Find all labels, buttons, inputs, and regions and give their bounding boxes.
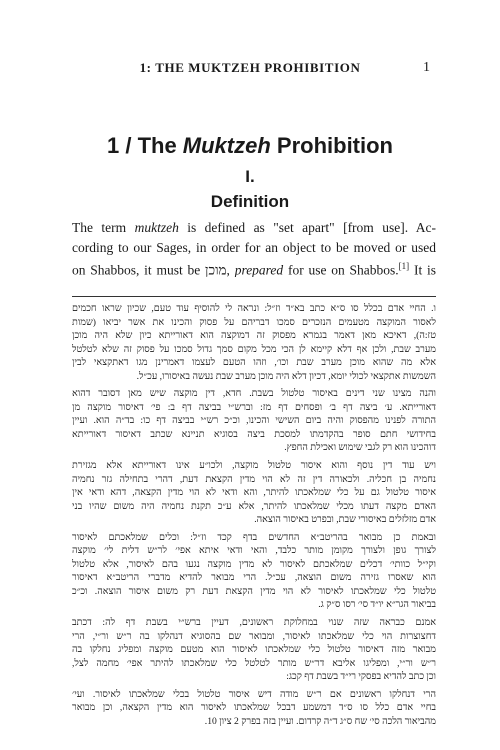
section-heading: Definition bbox=[210, 192, 290, 211]
footnote-line: וקי״ל כוותי׳ דכלים שמלאכתם לאיסור לא מדין מוקצה נגעו בהם לאיסור, אלא טלטול bbox=[72, 558, 436, 570]
footnote-line: דחצוצרות הוי כלי שמלאכתו לאיסור, ומבואר שם בהסוגיא דנהלקו בה ר״ש ור״י, הרי bbox=[72, 630, 436, 642]
footnote-line: אמנם כבראה שזה שנוי במחלוקת ראשונים, דעיין ברש״י בשבת דף לה: דכתב bbox=[72, 617, 436, 629]
footnote-line: בחידושי חתם סופר בהקדמתו למסכת ביצה בסוגיא תניינא שכתב דאיסור דאורייתא bbox=[72, 428, 436, 440]
footnote-marker[interactable]: [1] bbox=[398, 261, 410, 271]
footnote-line: אלא מה שהוא מוכן מערב שבת וכו׳, וזהו הטעם לעצמו דאמרינן מגו דאתקצאי לבין bbox=[72, 357, 436, 369]
footnote-line: טז:ה), דאיכא מאן דאמר בגמרא מפסוק זה דמוקצה הוא דאורייתא כיון שלא היה מוכן bbox=[72, 330, 436, 342]
body-text-run: on Shabbos, it must be מוכן, bbox=[72, 262, 235, 277]
body-text-run: It is bbox=[409, 262, 436, 277]
footnotes bbox=[72, 302, 436, 728]
body-italic-term: prepared bbox=[234, 262, 284, 277]
body-line bbox=[72, 257, 436, 277]
footnote-line: בחיי אדם כלל סו ס״ד דמשמע דבכל שמלאכתו לאיסור הוא מדין הקצאה, וכן מבואר bbox=[72, 702, 436, 714]
running-head bbox=[70, 60, 430, 76]
footnote-line: הרי דנחלקו ראשונים אם ר״ש מודה דיש איסור טלטול בכלי שמלאכתו לאיסור. ועי׳ bbox=[72, 688, 436, 700]
footnote-line: מהביאור הלכה סי׳ שח ס״ג ד״ה קרדום. ועיין בזה בפרק 2 ציון 10. bbox=[204, 715, 436, 727]
footnote-line: לצורך גופן ולצורך מקומן מותר כלבד, והאי ודאי איתא אפי׳ לר״ש דלית לי׳ מוקצה bbox=[72, 545, 436, 557]
footnote-line: וכן כתב להדיא בפסקי רי״ד בשבת דף קכג: bbox=[286, 671, 436, 683]
body-text bbox=[72, 218, 436, 277]
body-text-run: is defined as "set apart" [from use]. Ac- bbox=[178, 220, 436, 235]
body-line: cording to our Sages, in order for an object to be moved or used bbox=[72, 239, 436, 255]
footnote-line: אדם מזלזלים באיסורי שבת, ובפרט באיסור הוצאה. bbox=[254, 514, 436, 526]
footnote-rule bbox=[72, 296, 436, 297]
body-line bbox=[72, 218, 436, 238]
footnote-line: האדם מקצה דעתו מכלי שמלאכתו להיתר, אלא ע״כ תקנת נחמיה היה משום שהיו בני bbox=[72, 500, 436, 512]
page-number: 1 bbox=[423, 60, 430, 75]
section-number: I. bbox=[245, 167, 255, 186]
chapter-title-prefix: 1 / The bbox=[107, 133, 183, 158]
footnote-line: לאסור המוקצה מטעמים הנזכרים סמכו דבריהם על פסוק והכינו את אשר יביאו (שמות bbox=[72, 316, 436, 328]
footnote-line: התורה לפנינו מהפסוק והיה ביום השישי והכינו, וכ״כ רש״י בביצה דף כו: בד״ה הוא. ועיין bbox=[72, 415, 436, 427]
footnote-line: ו. החיי אדם בכלל סו ס״א כתב בא״ד וז״ל: ונראה לי להוסיף עוד טעם, שכיון שראו חכמים bbox=[72, 303, 436, 314]
chapter-title bbox=[40, 133, 460, 159]
running-title: 1: THE MUKTZEH PROHIBITION bbox=[139, 60, 361, 75]
footnote-line: דוהכינו הוא רק לגבי שימוש ואכילת החפץ. bbox=[284, 442, 436, 454]
footnote-line: הוא שאסרו גזירה משום הוצאה, עכ״ל. הרי מבואר להדיא מדברי הריטב״א דאיסור bbox=[72, 572, 436, 584]
footnote-line: ויש עוד דין נוסף והוא איסור טלטול מוקצה, ולכו״ע אינו דאורייתא אלא מגזירת bbox=[72, 460, 436, 472]
body-italic-term: muktzeh bbox=[134, 220, 179, 235]
footnote-line: ר״ש ור״י, ומפליגו אליבא דר״ש מותר לטלטל כלי שמלאכתו להיתר אפי׳ מחמה לצל, bbox=[72, 657, 436, 669]
footnote-line: איסור טלטול גם על כלי שמלאכתו להיתר, והא ודאי לא הוי מדין הקצאה, דהא ודאי אין bbox=[72, 487, 436, 499]
footnote-line: בביאור הגר״א יו״ד סי׳ רסו ס״ק ג. bbox=[318, 599, 436, 611]
footnote-line: נחמיה בן חכליה. ולכאורה דין זה לא הוי מדין הקצאת דעת, דהרי בתחילה גזר נחמיה bbox=[72, 473, 436, 485]
footnote-line: ובאמת כן מבואר בהריטב״א החדשים בדף קכד וז״ל: וכלים שמלאכתם לאיסור bbox=[72, 531, 436, 543]
footnote-line: מערב שבת, ולכן אף דלא קיימא לן הכי מכל מקום סמך גדול סמכו על פסוק זה שלא לטלטל bbox=[72, 343, 436, 355]
chapter-title-italic: Muktzeh bbox=[182, 133, 271, 158]
chapter-title-rest: Prohibition bbox=[270, 133, 393, 158]
footnote-line: השמשות אתקצאי לכולי יומא, דכיון דלא היה מוכן מערב שבת נעשה באיסורו, עכ״ל. bbox=[136, 370, 436, 382]
footnote-line: מבואר מזה דאיסור טלטול כלי שמלאכתו לאיסור הוא מטעם מוקצה ומפליג נחלקו בה bbox=[72, 644, 436, 656]
body-text-run: for use on Shabbos. bbox=[283, 262, 399, 277]
footnote-line: טלטול כלי שמלאכתו לאיסור לא הוי מדין הקצאת דעת רק משום איסור הוצאה. וכ״כ bbox=[72, 585, 436, 597]
body-text-run: The term bbox=[72, 220, 135, 235]
footnote-line: דאורייתא. ע׳ ביצה דף ב׳ ופסחים דף מז: וברש״י בביצה דף ב: פי׳ דאיסור מוקצה מן bbox=[72, 401, 436, 413]
footnote-line: והנה מצינו שני דינים באיסור טלטול בשבת. חדא, דין מוקצה שיש מאן דסובר דהוא bbox=[72, 388, 436, 400]
